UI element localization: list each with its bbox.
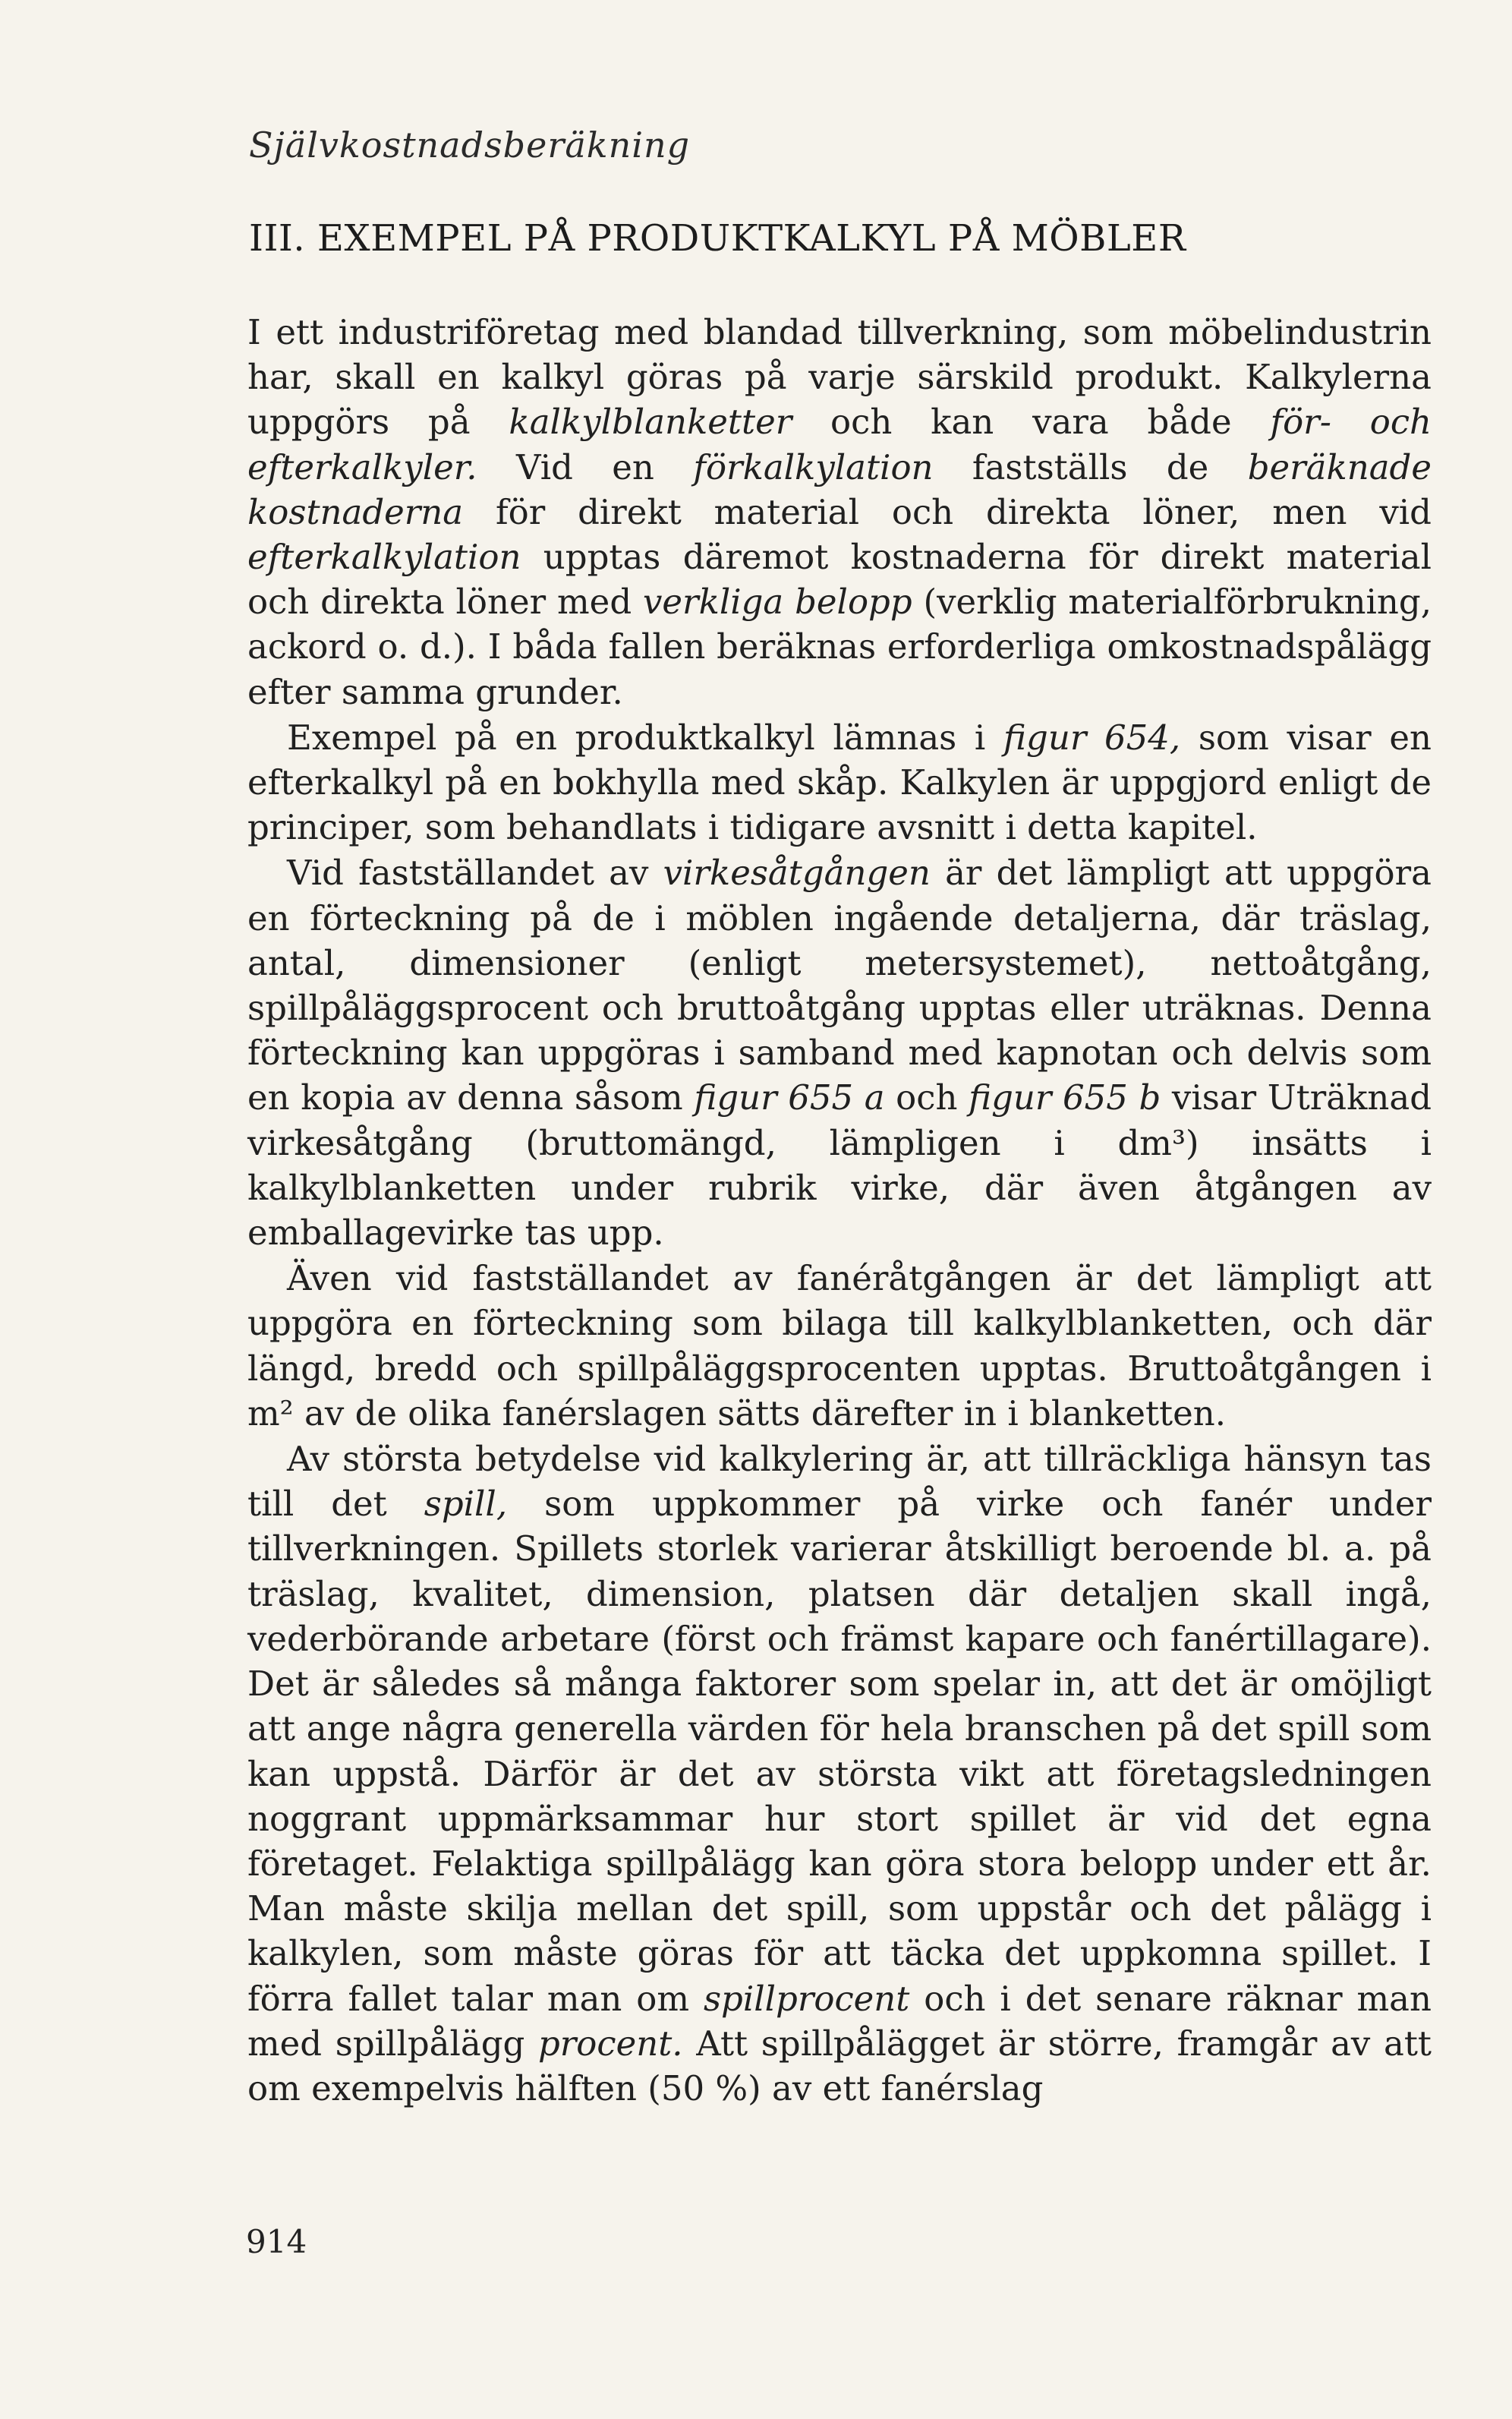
text-run: I ett industriföretag med blandad tillverkning, som möbelindustrin har, skall en kalkyl göras på varje särskild produkt. Kalkylerna uppgörs på bbox=[247, 312, 1432, 443]
paragraph-4 bbox=[247, 1256, 1432, 1436]
text-run: visar Uträknad virkesåtgång (bruttomängd, lämpligen i dm³) insätts i kalkylblanketten under rubrik virke, där även åtgången av emballagevirke tas upp. bbox=[247, 1077, 1432, 1254]
text-run: som visar en efterkalkyl på en bokhylla med skåp. Kalkylen är uppgjord enligt de principer, som behandlats i tidigare avsnitt i detta kapitel. bbox=[247, 717, 1432, 848]
text-run: Att spillpålägget är större, framgår av att om exempelvis hälften (50 %) av ett fanérslag bbox=[247, 2023, 1432, 2108]
text-run: upptas däremot kostnaderna för direkt material och direkta löner med bbox=[247, 537, 1432, 623]
text-run: fastställs de bbox=[933, 446, 1248, 487]
emphasized-text: förkalkylation bbox=[693, 446, 934, 487]
emphasized-text: figur 655 b bbox=[969, 1077, 1161, 1118]
emphasized-text: för- och efterkalkyler. bbox=[247, 402, 1432, 487]
page-number: 914 bbox=[246, 2223, 307, 2260]
text-run: och bbox=[884, 1077, 969, 1118]
text-run: Vid en bbox=[477, 446, 694, 487]
emphasized-text: virkesåtgången bbox=[663, 853, 931, 894]
section-title: III. EXEMPEL PÅ PRODUKTKALKYL PÅ MÖBLER bbox=[249, 217, 1186, 260]
text-run: Av största betydelse vid kalkylering är, att tillräckliga hänsyn tas till det bbox=[247, 1439, 1432, 1525]
text-run: Vid fastställandet av bbox=[287, 853, 663, 894]
text-run: är det lämpligt att uppgöra en förteckning på de i möblen ingående detaljerna, där träslag, antal, dimensioner (enligt metersystemet), nettoåtgång, spillpåläggsprocent och bruttoåtgång upptas eller uträknas. Denna förteckning kan uppgöras i samband med kapnotan och delvis som en kopia av denna såsom bbox=[247, 853, 1432, 1118]
emphasized-text: figur 655 a bbox=[694, 1077, 885, 1118]
emphasized-text: procent. bbox=[537, 2023, 683, 2064]
emphasized-text: efterkalkylation bbox=[247, 537, 521, 578]
text-run: Även vid fastställandet av fanéråtgången är det lämpligt att uppgöra en förteckning som bilaga till kalkylblanketten, och där längd, bredd och spillpåläggsprocenten upptas. Bruttoåtgången i m² av de olika fanérslagen sätts därefter in i blanketten. bbox=[247, 1258, 1432, 1433]
text-run: (verklig materialförbrukning, ackord o. d.). I båda fallen beräknas erforderliga omkostnadspålägg efter samma grunder. bbox=[247, 582, 1432, 712]
text-run: och kan vara både bbox=[792, 402, 1271, 443]
emphasized-text: figur 654, bbox=[1003, 717, 1181, 758]
paragraph-5 bbox=[247, 1437, 1432, 2111]
text-run: för direkt material och direkta löner, men vid bbox=[463, 491, 1432, 532]
text-run: som uppkommer på virke och fanér under tillverkningen. Spillets storlek varierar åtskilligt beroende bl. a. på träslag, kvalitet, dimension, platsen där detaljen skall ingå, vederbörande arbetare (först och främst kapare och fanértillagare). Det är således så många faktorer som spelar in, att det är omöjligt att ange några generella värden för hela branschen på det spill som kan uppstå. Därför är det av största vikt att företagsledningen noggrant uppmärksammar hur stort spillet är vid det egna företaget. Felaktiga spillpålägg kan göra stora belopp under ett år. Man måste skilja mellan det spill, som uppstår och det pålägg i kalkylen, som måste göras för att täcka det uppkomna spillet. I förra fallet talar man om bbox=[247, 1484, 1432, 2019]
emphasized-text: spill, bbox=[424, 1484, 508, 1525]
paragraph-2 bbox=[247, 715, 1432, 850]
body-text bbox=[247, 310, 1432, 2111]
paragraph-1 bbox=[247, 310, 1432, 714]
text-run: och i det senare räknar man med spillpålägg bbox=[247, 1978, 1432, 2064]
running-header: Självkostnadsberäkning bbox=[249, 125, 691, 166]
emphasized-text: beräknade kostnaderna bbox=[247, 446, 1432, 532]
paragraph-3 bbox=[247, 850, 1432, 1255]
emphasized-text: verkliga belopp bbox=[643, 582, 912, 623]
emphasized-text: kalkylblanketter bbox=[509, 402, 792, 443]
emphasized-text: spillprocent bbox=[703, 1978, 910, 2019]
text-run: Exempel på en produktkalkyl lämnas i bbox=[287, 717, 1004, 758]
